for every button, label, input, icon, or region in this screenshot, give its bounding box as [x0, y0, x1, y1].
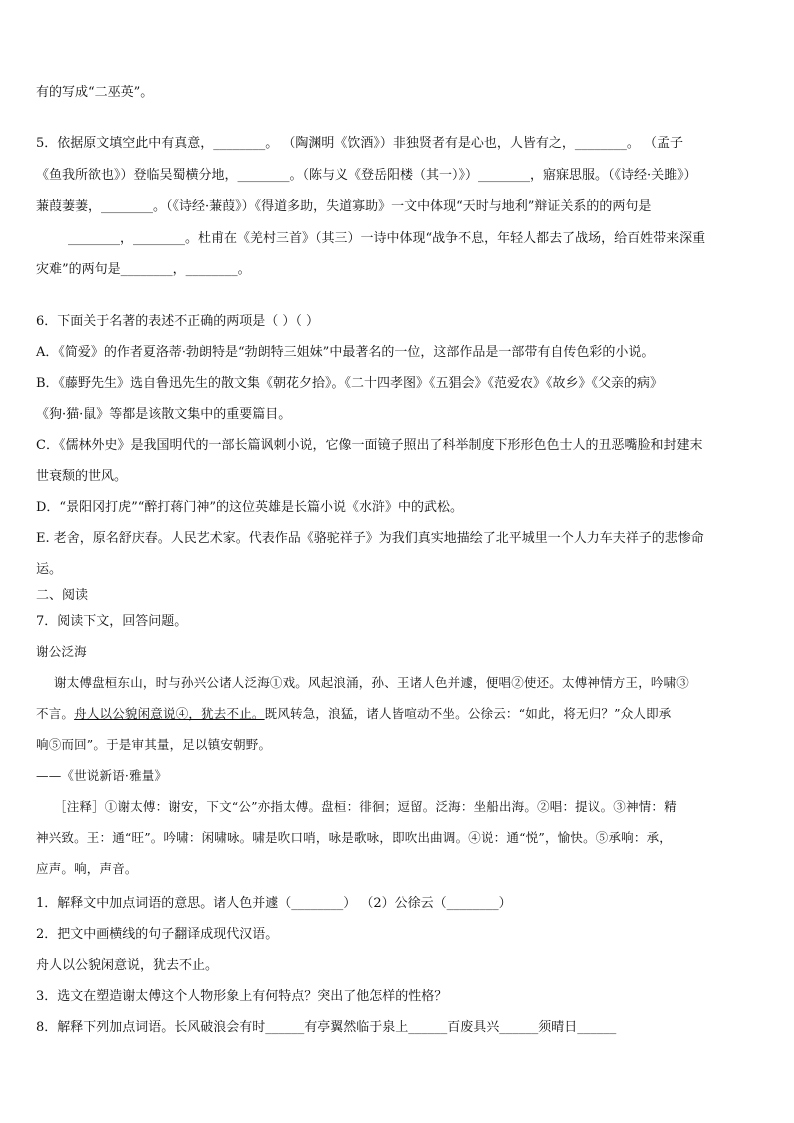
annotation-line-2: 神兴致。王：通“旺”。吟啸：闲啸咏。啸是吹口哨，咏是歌咏，即吹出曲调。④说：通“悦”，愉快。⑤承响：承，	[36, 830, 672, 845]
question-5-line-2: 《鱼我所欲也》）登临吴蜀横分地，________。（陈与义《登岳阳楼（其一）》）________，寤寐思服。（《诗经·关雎》）	[36, 168, 697, 183]
section-heading: 二、阅读	[36, 588, 89, 603]
option-e-line-2: 运。	[36, 562, 63, 577]
option-c-line-1: C．《儒林外史》是我国明代的一部长篇讽刺小说，它像一面镜子照出了科举制度下形形色色士人的丑恶嘴脸和封建末	[36, 438, 703, 453]
annotation-line-1: ［注释］①谢太傅：谢安，下文“公”亦指太傅。盘桓：徘徊；逗留。泛海：坐船出海。②唱：提议。③神情：精	[54, 799, 677, 814]
passage-title: 谢公泛海	[36, 644, 87, 659]
question-7-stem: 7．阅读下文，回答问题。	[36, 614, 188, 629]
option-b-line-1: B．《藤野先生》选自鲁迅先生的散文集《朝花夕拾》。《二十四孝图》《五猖会》《范爱农》《故乡》《父亲的病》	[36, 376, 664, 391]
question-5-line-1: 5．依据原文填空此中有真意，________。 （陶渊明《饮酒》）非独贤者有是心也，人皆有之，________。 （孟子	[36, 136, 684, 151]
question-5-line-4: ________，________。杜甫在《羌村三首》（其三）一诗中体现“战争不息，年轻人都去了战场，给百姓带来深重	[68, 231, 706, 246]
sub-question-1: 1．解释文中加点词语的意思。诸人色并遽（________） （2）公徐云（________）	[36, 896, 512, 911]
option-e-line-1: E. 老舍，原名舒庆春。人民艺术家。代表作品《骆驼祥子》为我们真实地描绘了北平城里一个人力车夫祥子的悲惨命	[36, 531, 704, 546]
option-c-line-2: 世衰颓的世风。	[36, 469, 128, 484]
option-d: D．“景阳冈打虎”“醉打蒋门神”的这位英雄是长篇小说《水浒》中的武松。	[36, 500, 464, 515]
passage-line-2	[36, 705, 758, 723]
passage-line-3: 响⑤而回”。于是审其量，足以镇安朝野。	[36, 737, 272, 752]
passage-text: 不言。	[36, 706, 75, 721]
option-b-line-2: 《狗·猫·鼠》等都是该散文集中的重要篇目。	[36, 407, 292, 422]
annotation-line-3: 应声。响，声音。	[36, 861, 138, 876]
question-5-line-5: 灾难”的两句是________，________。	[36, 262, 251, 277]
sub-question-3: 3．选文在塑造谢太傅这个人物形象上有何特点？突出了他怎样的性格？	[36, 989, 448, 1004]
text-line: 有的写成“二巫英”。	[36, 85, 154, 100]
question-6-stem: 6．下面关于名著的表述不正确的两项是（ ）（ ）	[36, 314, 320, 329]
passage-text: 既风转急，浪猛，诸人皆喧动不坐。公徐云：“如此，将无归？”众人即承	[264, 706, 672, 721]
passage-line-1: 谢太傅盘桓东山，时与孙兴公诸人泛海①戏。风起浪涌，孙、王诸人色并遽，便唱②使还。太傅神情方王，吟啸③	[54, 675, 690, 690]
option-a: A．《简爱》的作者夏洛蒂·勃朗特是“勃朗特三姐妹”中最著名的一位，这部作品是一部带有自传色彩的小说。	[36, 345, 655, 360]
translation-sentence: 舟人以公貌闲意说，犹去不止。	[36, 958, 219, 973]
question-8: 8．解释下列加点词语。长风破浪会有时______有亭翼然临于泉上______百废具兴______须晴日______	[36, 1020, 617, 1035]
sub-question-2: 2．把文中画横线的句子翻译成现代汉语。	[36, 927, 279, 942]
underlined-sentence: 舟人以公貌闲意说④，犹去不止。	[74, 706, 265, 721]
passage-source: ——《世说新语·雅量》	[36, 768, 168, 783]
question-5-line-3: 蒹葭萋萋，________。（《诗经·蒹葭》）《得道多助，失道寡助》一文中体现“天时与地利”辩证关系的的两句是	[36, 199, 652, 214]
